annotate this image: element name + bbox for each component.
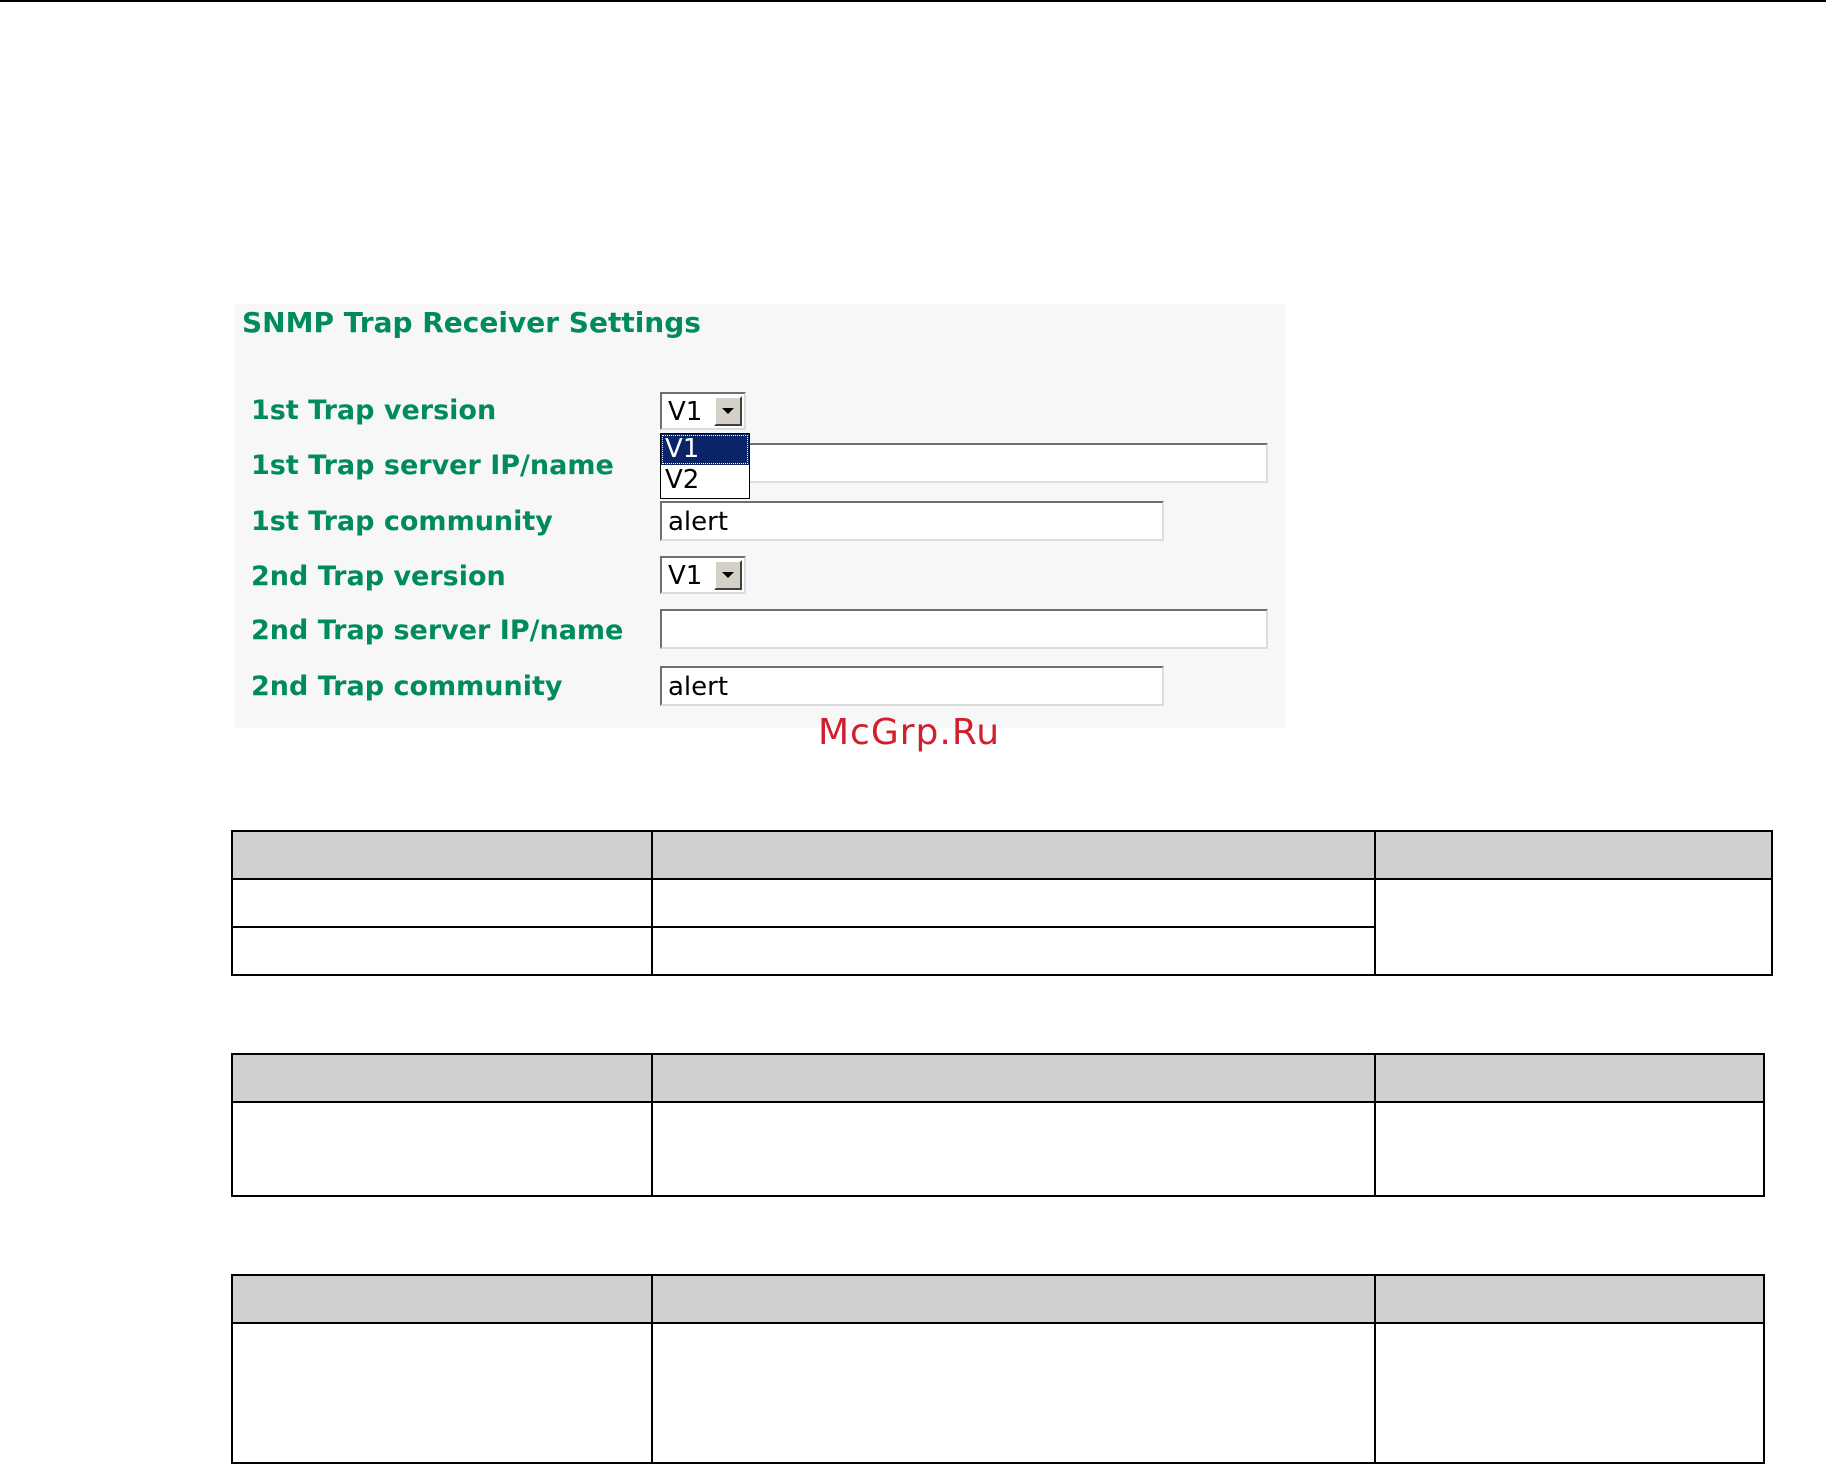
label-2nd-trap-version: 2nd Trap version bbox=[251, 561, 506, 592]
dropdown-option-v1[interactable]: V1 bbox=[661, 434, 749, 465]
table-cell bbox=[652, 1323, 1375, 1463]
input-value: alert bbox=[668, 507, 729, 537]
table-row bbox=[232, 879, 1772, 927]
1st-trap-community-input[interactable] bbox=[660, 501, 1164, 541]
table-cell bbox=[652, 879, 1375, 927]
table-header-row bbox=[232, 831, 1772, 879]
2nd-trap-version-select[interactable] bbox=[660, 556, 746, 594]
label-2nd-trap-community: 2nd Trap community bbox=[251, 671, 563, 702]
table-header-row bbox=[232, 1054, 1764, 1102]
select-value: V1 bbox=[668, 397, 703, 427]
2nd-trap-community-input[interactable] bbox=[660, 666, 1164, 706]
table-header-cell bbox=[652, 1275, 1375, 1323]
table-cell bbox=[1375, 1102, 1764, 1196]
table-header-cell bbox=[232, 1054, 652, 1102]
table-header-cell bbox=[1375, 831, 1772, 879]
chevron-down-icon[interactable] bbox=[714, 560, 742, 590]
input-value: alert bbox=[668, 672, 729, 702]
panel-title: SNMP Trap Receiver Settings bbox=[242, 306, 701, 339]
table-header-cell bbox=[232, 1275, 652, 1323]
chevron-down-icon[interactable] bbox=[714, 396, 742, 426]
label-1st-trap-community: 1st Trap community bbox=[251, 506, 553, 537]
table-cell bbox=[652, 927, 1375, 975]
table-3 bbox=[231, 1274, 1765, 1464]
label-1st-trap-version: 1st Trap version bbox=[251, 395, 497, 426]
table-cell bbox=[652, 1102, 1375, 1196]
label-2nd-trap-server: 2nd Trap server IP/name bbox=[251, 615, 624, 646]
table-header-cell bbox=[652, 1054, 1375, 1102]
table-cell bbox=[1375, 1323, 1764, 1463]
table-header-row bbox=[232, 1275, 1764, 1323]
trap-version-dropdown-list bbox=[660, 433, 750, 499]
label-1st-trap-server: 1st Trap server IP/name bbox=[251, 450, 614, 481]
2nd-trap-server-input[interactable] bbox=[660, 609, 1268, 649]
table-1 bbox=[231, 830, 1773, 976]
table-header-cell bbox=[232, 831, 652, 879]
dropdown-option-v2[interactable]: V2 bbox=[665, 465, 700, 495]
watermark: McGrp.Ru bbox=[818, 712, 1001, 753]
table-cell bbox=[232, 1102, 652, 1196]
table-row bbox=[232, 1102, 1764, 1196]
table-header-cell bbox=[652, 831, 1375, 879]
table-header-cell bbox=[1375, 1275, 1764, 1323]
1st-trap-version-select[interactable] bbox=[660, 392, 746, 430]
table-header-cell bbox=[1375, 1054, 1764, 1102]
table-cell bbox=[232, 1323, 652, 1463]
table-cell bbox=[232, 879, 652, 927]
table-cell bbox=[232, 927, 652, 975]
top-rule bbox=[0, 0, 1826, 2]
table-2 bbox=[231, 1053, 1765, 1197]
table-cell bbox=[1375, 879, 1772, 975]
table-row bbox=[232, 1323, 1764, 1463]
1st-trap-server-input[interactable] bbox=[660, 443, 1268, 483]
select-value: V1 bbox=[668, 561, 703, 591]
